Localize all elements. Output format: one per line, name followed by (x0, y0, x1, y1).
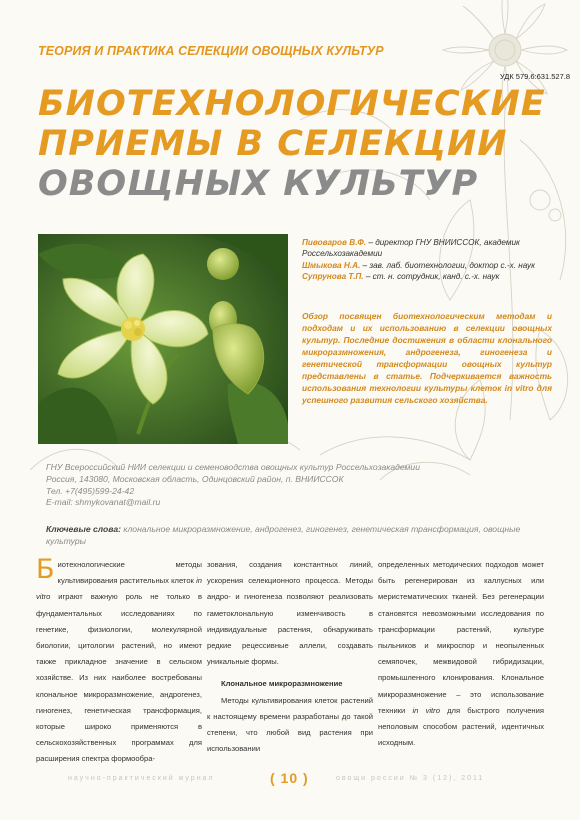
flower-photo (38, 234, 288, 444)
udk-code: УДК 579.6:631.527.8 (499, 72, 570, 81)
title-line-1: БИОТЕХНОЛОГИЧЕСКИЕ (38, 84, 546, 124)
body-column-2 (207, 557, 373, 757)
title-line-2: ПРИЕМЫ В СЕЛЕКЦИИ (38, 124, 508, 164)
col1-invitro: in vitro (36, 576, 202, 602)
col3-text-a: определенных методических подходов может быть регенерирован из каллусных или меристематических тканей. Без регенерации становятся невозможными исследования по трансформации растений, культуре пыльников и микроспор и неопыленных семяпочек, межвидовой гибридизации, промышленного клонирования. Клональное микроразмножение – это использование техники (378, 560, 544, 715)
author-2-name: Шмыкова Н.А. (302, 260, 361, 270)
author-3-name: Супрунова Т.П. (302, 271, 364, 281)
footer-journal-type: научно-практический журнал (68, 775, 215, 782)
page-footer (0, 772, 580, 788)
author-3-role: – ст. н. сотрудник, канд. с.-х. наук (363, 271, 500, 281)
page-number: ( 10 ) (270, 770, 309, 786)
author-3 (302, 271, 552, 282)
article-title (38, 84, 546, 204)
affiliation-line: Россия, 143080, Московская область, Одинцовский район, п. ВНИИССОК (46, 473, 344, 484)
footer-journal-issue: овощи россии № 3 (12), 2011 (336, 775, 485, 782)
affiliation-line: ГНУ Всероссийский НИИ селекции и семеноводства овощных культур Россельхозакадемии (46, 462, 420, 472)
phone-line: Тел. +7(495)599-24-42 (46, 485, 135, 496)
col3-text-b: для быстрого получения неполовым способом растений, идентичных исходным. (378, 705, 544, 748)
keywords-label: Ключевые слова: (46, 524, 121, 534)
affiliation (46, 462, 536, 509)
col1-text-b: играют важную роль не только в фундаментальных исследованиях по генетике, физиологии, молекулярной биологии, цитологии растений, но имеют также прикладное значение в сельском хозяйстве. Из них наиболее востребованы клональное микроразмножение, андрогенез, гиногенез, генетическая трансформация, которые широко применяются в сельскохозяйственных программах для расширения спектра формообра- (36, 592, 202, 764)
keywords (46, 524, 536, 548)
author-1-role: – директор ГНУ ВНИИССОК, академик Россельхозакадемии (302, 238, 520, 259)
title-line-3: ОВОЩНЫХ КУЛЬТУР (38, 164, 479, 204)
authors-block (302, 237, 552, 282)
abstract: Обзор посвящен биотехнологическим методам и подходам и их использованию в селекции овощных культур. Последние достижения в области клонального микроразмножения, андрогенеза, гиногенеза и генетической трансформации овощных культур представлены в статье. Подчеркивается важность использования технологии культуры клеток in vitro для успешного развития сельского хозяйства. (302, 311, 552, 405)
drop-cap: Б (36, 554, 55, 585)
author-2 (302, 260, 552, 271)
author-2-role: – зав. лаб. биотехнологии, доктор с.-х. наук (360, 260, 535, 270)
email-line[interactable]: E-mail: shmykovanat@mail.ru (46, 497, 161, 508)
col3-invitro: in vitro (412, 705, 440, 715)
author-1 (302, 237, 552, 260)
body-column-3 (378, 557, 544, 751)
col2-text-b: Методы культивирования клеток растений к настоящему времени разработаны до такой степени, что любой вид растения при использовании (207, 695, 373, 754)
author-1-name: Пивоваров В.Ф. (302, 238, 367, 247)
flower-illustration (38, 234, 288, 444)
subheading: Клональное микроразмножение (221, 679, 343, 689)
keywords-text: клональное микроразмножение, андрогенез, гиногенез, генетическая трансформация, овощные культуры (46, 524, 521, 546)
col2-text-a: зования, создания константных линий, ускорения селекционного процесса. Методы андро- и гиногенеза позволяют реализовать гаметоклональную изменчивость в индивидуальные растения, обнаруживать редкие рецессивные аллели, создавать уникальные формы. (207, 560, 373, 667)
section-title: ТЕОРИЯ И ПРАКТИКА СЕЛЕКЦИИ ОВОЩНЫХ КУЛЬТУР (38, 44, 384, 58)
col1-text-a: иотехнологические методы культивирования растительных клеток (57, 560, 202, 586)
body-column-1 (36, 554, 202, 768)
